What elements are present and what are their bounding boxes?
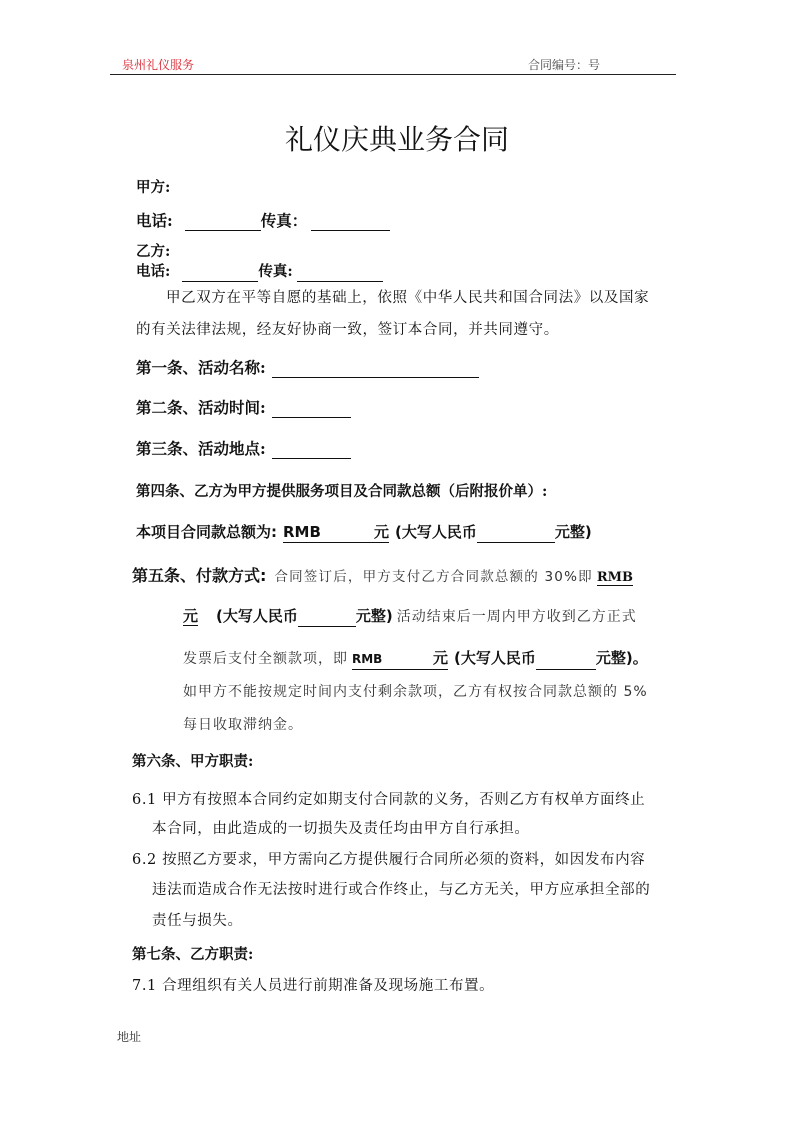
party-a-contact <box>136 211 390 231</box>
header-company: 泉州礼仪服务 <box>122 58 195 72</box>
big-amount-end: 元整) <box>554 523 592 541</box>
total-label: 本项目合同款总额为: <box>136 523 277 541</box>
big-amount-label: (大写人民币 <box>454 649 536 667</box>
article-7-item: 7.1 合理组织有关人员进行前期准备及现场施工布置。 <box>132 978 495 994</box>
deposit-big-blank[interactable] <box>298 610 356 627</box>
intro-line-1: 甲乙双方在平等自愿的基础上，依照《中华人民共和国合同法》以及国家 <box>166 290 650 306</box>
rmb-text: RMB <box>283 523 321 541</box>
final-big-blank[interactable] <box>536 653 596 670</box>
article-6: 第六条、甲方职责: <box>132 753 254 770</box>
article-4: 第四条、乙方为甲方提供服务项目及合同款总额（后附报价单）: <box>136 483 548 500</box>
fax-label: 传真： <box>260 211 308 230</box>
article-5-line-5: 每日收取滞纳金。 <box>183 717 303 733</box>
phone-label: 电话: <box>136 263 171 280</box>
article-6-item: 责任与损失。 <box>152 913 243 929</box>
fax-blank[interactable] <box>311 214 390 231</box>
footer-address: 地址 <box>117 1030 142 1044</box>
total-big-blank[interactable] <box>477 526 555 543</box>
header-contract-no: 合同编号：号 <box>528 58 601 72</box>
article-7: 第七条、乙方职责: <box>132 946 254 963</box>
activity-time-blank[interactable] <box>272 401 351 418</box>
total-amount <box>136 522 592 542</box>
phone-blank[interactable] <box>185 214 261 231</box>
article-5-text: 合同签订后，甲方支付乙方合同款总额的 30%即 <box>274 569 593 585</box>
article-2-label: 第二条、活动时间: <box>136 398 266 417</box>
article-1-label: 第一条、活动名称: <box>136 358 266 377</box>
final-rmb-blank[interactable] <box>352 648 448 670</box>
article-6-item: 本合同，由此造成的一切损失及责任均由甲方自行承担。 <box>152 821 530 837</box>
phone-label: 电话: <box>136 211 173 230</box>
yuan-text[interactable]: 元 <box>183 607 199 625</box>
article-3 <box>136 439 351 459</box>
rmb-text: RMB <box>352 652 383 666</box>
article-5-text: 发票后支付全额款项，即 <box>183 651 348 667</box>
phone-blank[interactable] <box>182 265 258 282</box>
rmb-text[interactable]: RMB <box>596 570 633 585</box>
activity-place-blank[interactable] <box>272 442 351 459</box>
header-rule <box>110 74 676 75</box>
party-b-contact <box>136 262 383 282</box>
article-6-item: 6.2 按照乙方要求，甲方需向乙方提供履行合同所必须的资料，如因发布内容 <box>132 852 646 868</box>
article-5-line-2 <box>183 606 637 626</box>
page-title: 礼仪庆典业务合同 <box>284 123 509 156</box>
article-2 <box>136 398 351 418</box>
intro-line-2: 的有关法律法规，经友好协商一致，签订本合同，并共同遵守。 <box>136 322 559 338</box>
yuan-text: 元 <box>432 649 448 667</box>
article-5-line-1 <box>132 566 633 586</box>
yuan-text: 元 <box>373 523 389 541</box>
article-6-item: 违法而造成合作无法按时进行或合作终止，与乙方无关，甲方应承担全部的 <box>152 882 651 898</box>
party-b-label: 乙方: <box>136 243 171 260</box>
fax-blank[interactable] <box>297 265 383 282</box>
article-6-item: 6.1 甲方有按照本合同约定如期支付合同款的义务，否则乙方有权单方面终止 <box>132 792 646 808</box>
fax-label: 传真: <box>258 263 293 280</box>
big-amount-label: (大写人民币 <box>395 523 477 541</box>
party-a-label: 甲方: <box>136 179 171 196</box>
article-5-line-3 <box>183 648 648 668</box>
total-rmb-blank[interactable] <box>283 522 389 543</box>
article-1 <box>136 358 479 378</box>
big-amount-label: (大写人民币 <box>216 607 298 625</box>
big-amount-end: 元整) <box>355 607 393 625</box>
article-5-line-4: 如甲方不能按规定时间内支付剩余款项，乙方有权按合同款总额的 5% <box>183 684 648 700</box>
article-5-label: 第五条、付款方式: <box>132 566 267 585</box>
activity-name-blank[interactable] <box>272 361 479 378</box>
big-amount-end: 元整)。 <box>595 649 648 667</box>
article-5-text: 活动结束后一周内甲方收到乙方正式 <box>396 609 637 625</box>
article-3-label: 第三条、活动地点: <box>136 439 266 458</box>
